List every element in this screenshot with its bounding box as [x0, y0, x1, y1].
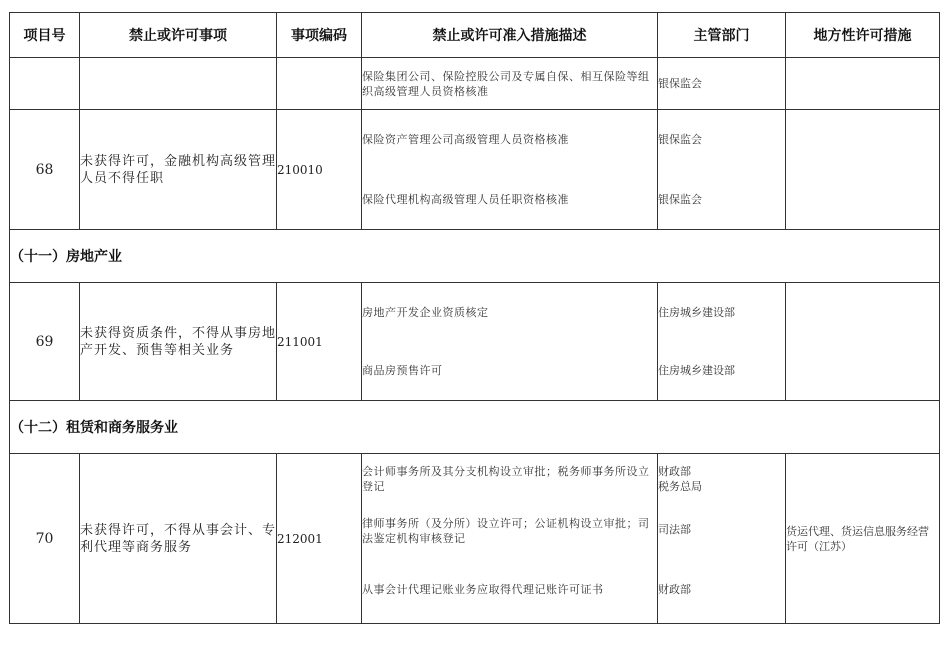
cell-local: [786, 110, 940, 230]
table-row: [10, 454, 940, 510]
cell-item: 未获得许可，不得从事会计、专利代理等商务服务: [80, 454, 277, 624]
header-local: 地方性许可措施: [786, 13, 940, 58]
cell-dept: 司法部: [658, 510, 786, 568]
cell-dept: 银保监会: [658, 58, 786, 110]
dept-line: 财政部: [658, 465, 691, 478]
cell-item: 未获得许可，金融机构高级管理人员不得任职: [80, 110, 277, 230]
cell-desc: 保险资产管理公司高级管理人员资格核准: [362, 110, 658, 170]
cell-dept: 财政部: [658, 568, 786, 624]
table-row: [10, 283, 940, 341]
header-dept: 主管部门: [658, 13, 786, 58]
cell-code: 210010: [277, 110, 362, 230]
cell-dept: 住房城乡建设部: [658, 283, 786, 341]
cell-item: [80, 58, 277, 110]
header-code: 事项编码: [277, 13, 362, 58]
cell-desc: 保险集团公司、保险控股公司及专属自保、相互保险等组织高级管理人员资格核准: [362, 58, 658, 110]
cell-dept: [658, 454, 786, 510]
cell-desc: 从事会计代理记账业务应取得代理记账许可证书: [362, 568, 658, 624]
cell-code: 211001: [277, 283, 362, 401]
cell-id: 70: [10, 454, 80, 624]
cell-id: [10, 58, 80, 110]
header-desc: 禁止或许可准入措施描述: [362, 13, 658, 58]
cell-code: 212001: [277, 454, 362, 624]
header-item: 禁止或许可事项: [80, 13, 277, 58]
section-title: （十二）租赁和商务服务业: [10, 401, 940, 454]
cell-desc: 律师事务所（及分所）设立许可；公证机构设立审批；司法鉴定机构审核登记: [362, 510, 658, 568]
section-title: （十一）房地产业: [10, 230, 940, 283]
table-row: [10, 58, 940, 110]
measures-table: [9, 12, 940, 624]
section-row: [10, 230, 940, 283]
cell-desc: 保险代理机构高级管理人员任职资格核准: [362, 170, 658, 230]
cell-id: 68: [10, 110, 80, 230]
cell-dept: 银保监会: [658, 110, 786, 170]
section-row: [10, 401, 940, 454]
cell-local: [786, 283, 940, 401]
table-row: [10, 110, 940, 170]
cell-dept: 银保监会: [658, 170, 786, 230]
cell-item: 未获得资质条件，不得从事房地产开发、预售等相关业务: [80, 283, 277, 401]
cell-desc: 房地产开发企业资质核定: [362, 283, 658, 341]
cell-desc: 会计师事务所及其分支机构设立审批；税务师事务所设立登记: [362, 454, 658, 510]
cell-id: 69: [10, 283, 80, 401]
header-id: 项目号: [10, 13, 80, 58]
cell-local: [786, 58, 940, 110]
cell-local: 货运代理、货运信息服务经营许可（江苏）: [786, 454, 940, 624]
cell-code: [277, 58, 362, 110]
header-row: [10, 13, 940, 58]
cell-desc: 商品房预售许可: [362, 341, 658, 401]
dept-line: 税务总局: [658, 480, 702, 493]
cell-dept: 住房城乡建设部: [658, 341, 786, 401]
